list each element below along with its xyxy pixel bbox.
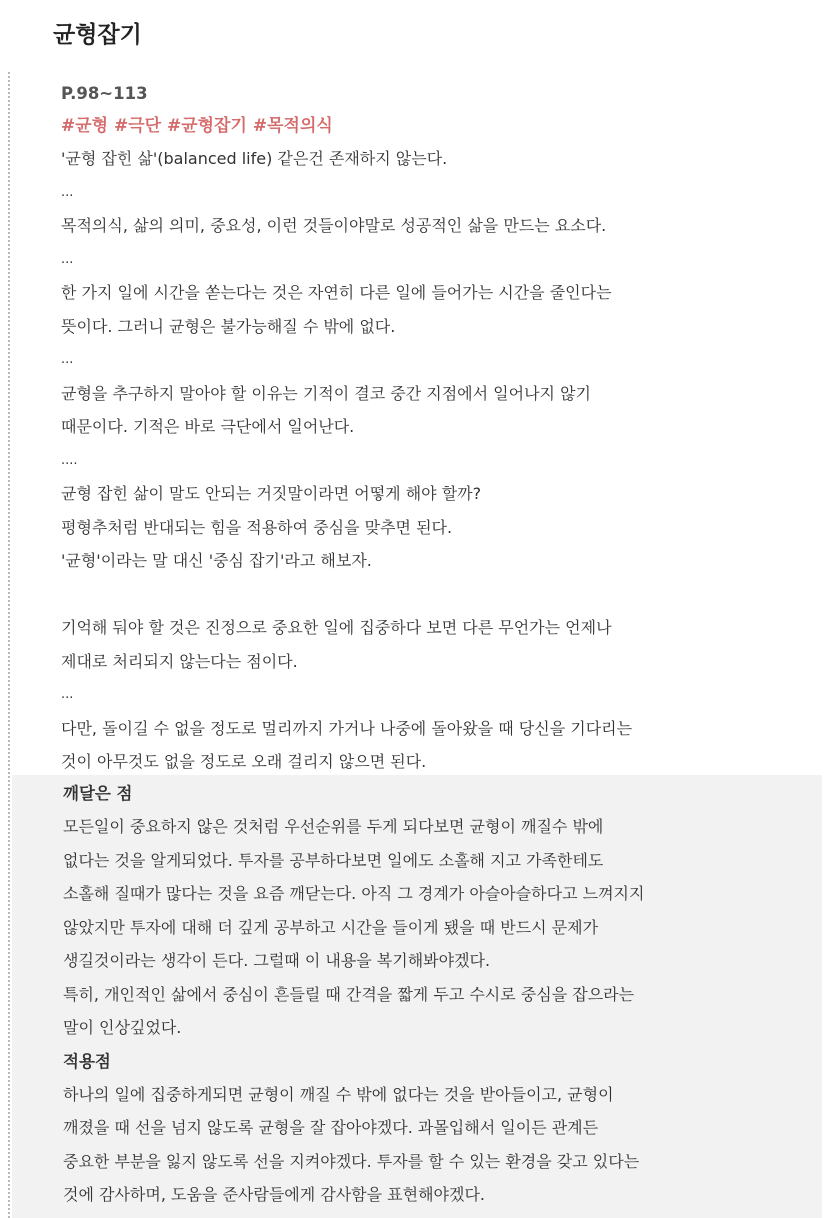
realization-line: 소홀해 질때가 많다는 것을 요즘 깨닫는다. 아직 그 경계가 아슬아슬하다고 느껴지지 [63, 884, 645, 903]
quote-line: ... [61, 352, 74, 367]
realization-line: 없다는 것을 알게되었다. 투자를 공부하다보면 일에도 소홀해 지고 가족한테도 [63, 850, 604, 870]
realization-line: 생길것이라는 생각이 든다. 그럴때 이 내용을 복기해봐야겠다. [63, 951, 491, 970]
hashtags: #균형 #극단 #균형잡기 #목적의식 [61, 116, 333, 136]
application-line: 하나의 일에 집중하게되면 균형이 깨질 수 밖에 없다는 것을 받아들이고, 균형이 [63, 1084, 614, 1104]
quote-line: .... [61, 452, 78, 468]
realization-line: 모든일이 중요하지 않은 것처럼 우선순위를 두게 되다보면 균형이 깨질수 밖에 [63, 817, 604, 836]
realization-line: 않았지만 투자에 대해 더 깊게 공부하고 시간을 들이게 됐을 때 반드시 문제가 [63, 917, 599, 937]
application-body [63, 1078, 822, 1212]
application-line: 중요한 부분을 잃지 않도록 선을 지켜야겠다. 투자를 할 수 있는 환경을 갖고 있다는 [63, 1151, 640, 1171]
application-line: 것에 감사하며, 도움을 준사람들에게 감사함을 표현해야겠다. [63, 1185, 486, 1204]
realization-line: 특히, 개인적인 삶에서 중심이 흔들릴 때 간격을 짧게 두고 수시로 중심을 잡으라는 [63, 984, 635, 1004]
quote-line: 뜻이다. 그러니 균형은 불가능해질 수 밖에 없다. [61, 316, 396, 336]
quote-line: 균형 잡힌 삶이 말도 안되는 거짓말이라면 어떻게 해야 할까? [61, 484, 482, 503]
quote-line: 평형추처럼 반대되는 힘을 적용하여 중심을 맞추면 된다. [61, 517, 453, 537]
realization-heading: 깨달은 점 [63, 784, 133, 803]
quote-line: 제대로 처리되지 않는다는 점이다. [61, 651, 298, 671]
page-reference: P.98~113 [61, 84, 148, 103]
quote-line: 목적의식, 삶의 의미, 중요성, 이런 것들이야말로 성공적인 삶을 만드는 요소다. [61, 216, 607, 235]
quote-line: 때문이다. 기적은 바로 극단에서 일어난다. [61, 417, 355, 436]
quote-body [61, 142, 822, 779]
reflection-box [12, 775, 822, 1218]
quote-line: ... [61, 184, 74, 200]
quote-line: ... [61, 251, 74, 267]
realization-body [63, 810, 822, 1045]
quote-line: ... [61, 687, 74, 702]
application-heading: 적용점 [63, 1051, 111, 1071]
quote-line: 기억해 둬야 할 것은 진정으로 중요한 일에 집중하다 보면 다른 무언가는 언제나 [61, 618, 612, 637]
page-title: 균형잡기 [53, 22, 142, 48]
blank-line [61, 578, 822, 612]
quote-line: 다만, 돌이길 수 없을 정도로 멀리까지 가거나 나중에 돌아왔을 때 당신을 기다리는 [61, 718, 633, 738]
application-line: 깨졌을 때 선을 넘지 않도록 균형을 잘 잡아야겠다. 과몰입해서 일이든 관계든 [63, 1118, 599, 1137]
realization-line: 말이 인상깊었다. [63, 1018, 182, 1037]
quote-line: 것이 아무것도 없을 정도로 오래 걸리지 않으면 된다. [61, 752, 427, 771]
quote-line: '균형 잡힌 삶'(balanced life) 같은건 존재하지 않는다. [61, 149, 448, 168]
quote-line: 한 가지 일에 시간을 쏟는다는 것은 자연히 다른 일에 들어가는 시간을 줄인다는 [61, 283, 612, 302]
quote-line: 균형을 추구하지 말아야 할 이유는 기적이 결코 중간 지점에서 일어나지 않기 [61, 383, 591, 403]
quote-line: '균형'이라는 말 대신 '중심 잡기'라고 해보자. [61, 551, 372, 570]
quote-block [8, 72, 822, 1218]
